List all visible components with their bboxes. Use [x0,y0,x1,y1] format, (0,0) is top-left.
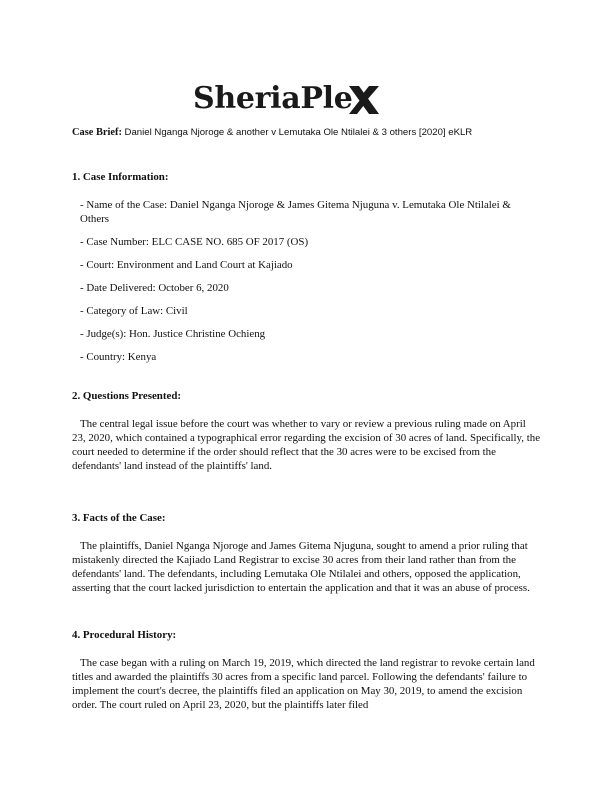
document-body [72,170,542,712]
section-heading: 2. Questions Presented: [72,390,182,402]
judge-item: - Judge(s): Hon. Justice Christine Ochieng [80,328,266,340]
country-item: - Country: Kenya [80,351,157,363]
sheriaplex-logo [193,78,423,120]
court-item: - Court: Environment and Land Court at Kajiado [80,259,293,271]
section-heading: 4. Procedural History: [72,629,177,641]
section-heading: 3. Facts of the Case: [72,512,166,524]
case-brief-label: Case Brief: [72,127,122,138]
case-brief-title: Daniel Nganga Njoroge & another v Lemutaka Ole Ntilalei & 3 others [2020] eKLR [124,127,473,138]
section-facts [72,511,542,595]
questions-paragraph: The central legal issue before the court was whether to vary or review a previous ruling made on April 23, 2020, which contained a typographical error regarding the excision of 30 acres of land. Specifically, the court needed to determine if the order should reflect that the 30 acres were to be excised from the defendants' land instead of the plaintiffs' land. [72,418,541,472]
facts-paragraph: The plaintiffs, Daniel Nganga Njoroge and James Gitema Njuguna, sought to amend a prior ruling that mistakenly directed the Kajiado Land Registrar to excise 30 acres from their land rather than from the defendants' land. The defendants, including Lemutaka Ole Ntilalei and others, opposed the application, asserting that the court lacked jurisdiction to entertain the application and that it was an abuse of process. [72,540,530,594]
section-procedural-history [72,628,542,712]
case-brief-line [72,127,552,138]
date-delivered-item: - Date Delivered: October 6, 2020 [80,282,229,294]
case-name-item: - Name of the Case: Daniel Nganga Njoroge & James Gitema Njuguna v. Lemutaka Ole Ntilalei & Others [80,199,511,225]
logo-x-icon [347,83,381,117]
category-item: - Category of Law: Civil [80,305,188,317]
case-number-item: - Case Number: ELC CASE NO. 685 OF 2017 (OS) [80,236,309,248]
section-case-information [72,170,542,364]
logo-text: SheriaPle [193,81,353,116]
section-questions-presented [72,389,542,473]
section-heading: 1. Case Information: [72,171,169,183]
procedural-paragraph: The case began with a ruling on March 19, 2019, which directed the land registrar to revoke certain land titles and awarded the plaintiffs 30 acres from a specific land parcel. Following the defendants' failure to implement the court's decree, the plaintiffs filed an application on May 30, 2019, to amend the excision order. The court ruled on April 23, 2020, but the plaintiffs later filed [72,657,535,711]
